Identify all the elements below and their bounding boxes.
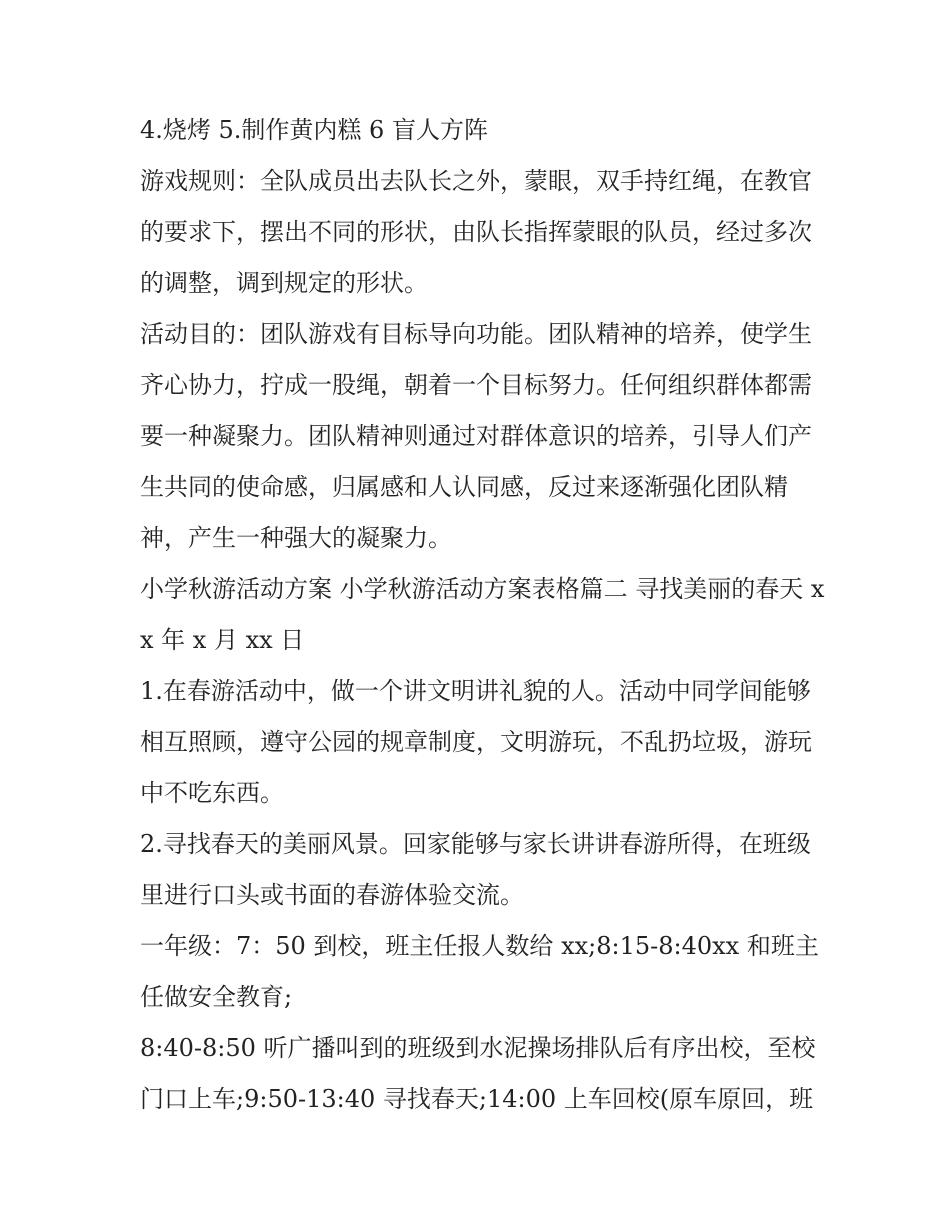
paragraph-goal-1: 1.在春游活动中，做一个讲文明讲礼貌的人。活动中同学间能够相互照顾，遵守公园的规章制度，文明游玩，不乱扔垃圾，游玩中不吃东西。	[140, 677, 812, 807]
paragraph-activities-list: 4.烧烤 5.制作黄内糕 6 盲人方阵	[140, 116, 488, 144]
paragraph-section-heading: 小学秋游活动方案 小学秋游活动方案表格篇二 寻找美丽的春天 xx 年 x 月 xx 日	[140, 575, 825, 654]
paragraph-departure-schedule: 8:40-8:50 听广播叫到的班级到水泥操场排队后有序出校，至校门口上车;9:50-13:40 寻找春天;14:00 上车回校(原车原回，班	[140, 1034, 816, 1113]
document-body	[140, 105, 830, 1125]
paragraph-game-rules: 游戏规则：全队成员出去队长之外，蒙眼，双手持红绳，在教官的要求下，摆出不同的形状，由队长指挥蒙眼的队员，经过多次的调整，调到规定的形状。	[140, 167, 812, 297]
paragraph-grade-one-schedule: 一年级：7：50 到校，班主任报人数给 xx;8:15-8:40xx 和班主任做安全教育;	[140, 932, 819, 1011]
paragraph-goal-2: 2.寻找春天的美丽风景。回家能够与家长讲讲春游所得，在班级里进行口头或书面的春游体验交流。	[140, 830, 811, 909]
paragraph-activity-purpose: 活动目的：团队游戏有目标导向功能。团队精神的培养，使学生齐心协力，拧成一股绳，朝着一个目标努力。任何组织群体都需要一种凝聚力。团队精神则通过对群体意识的培养，引导人们产生共同的使命感，归属感和人认同感，反过来逐渐强化团队精神，产生一种强大的凝聚力。	[140, 320, 812, 552]
